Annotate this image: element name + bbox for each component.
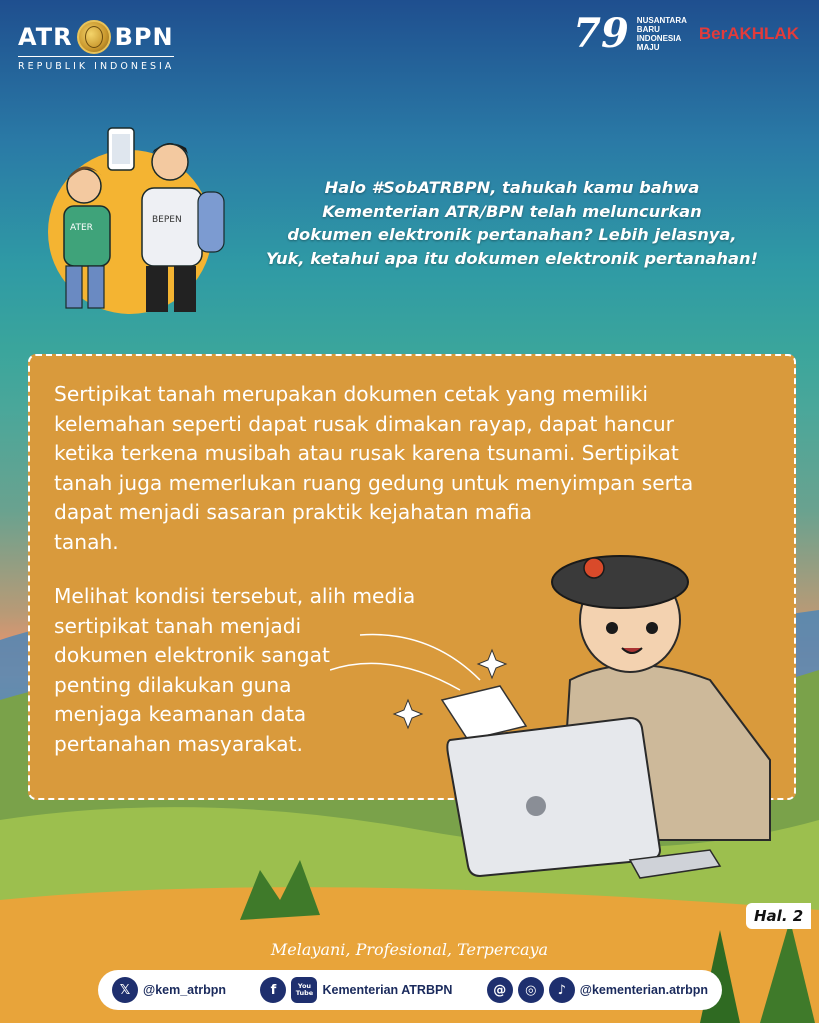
text-line: Sertipikat tanah merupakan dokumen cetak yang memiliki [54,382,648,406]
text-line: penting dilakukan guna [54,672,292,697]
logo-divider [18,56,174,57]
two-friends-illustration [48,126,216,312]
atr-bpn-logo [18,20,174,72]
globe-emblem-icon [77,20,111,54]
x-account[interactable] [112,977,226,1003]
text-line: Melihat kondisi tersebut, alih media [54,584,416,608]
social-footer [98,970,722,1010]
text-line: ketika terkena musibah atau rusak karena tsunami. Sertipikat [54,441,679,465]
threads-icon[interactable]: @ [487,977,513,1003]
svg-text:BEPEN: BEPEN [152,215,182,225]
friends-drawing [48,126,228,316]
seventy-nine-logo: 79 [573,10,629,57]
text-line: kelemahan seperti dapat rusak dimakan rayap, dapat hancur [54,411,674,436]
page-badge: Hal. 2 [746,903,811,929]
text-line: tanah juga memerlukan ruang gedung untuk menyimpan serta [54,470,694,495]
berakhlak-logo: BerAKHLAK [698,24,799,43]
logo-atr-text: ATR [18,23,73,51]
ig-handle[interactable]: @kementerian.atrbpn [579,983,708,997]
threads-instagram-tiktok-account[interactable] [487,977,708,1003]
sparkle-icon [478,650,506,678]
facebook-icon[interactable]: f [260,977,286,1003]
nusantara-tagline: NUSANTARA BARU INDONESIA MAJU [636,16,687,52]
intro-line: Kementerian ATR/BPN telah meluncurkan [322,201,702,221]
intro-line: dokumen elektronik pertanahan? Lebih jelasnya, [287,225,737,244]
text-line: sertipikat tanah menjadi [54,613,302,638]
facebook-youtube-account[interactable] [260,977,452,1003]
text-line: menjaga keamanan data [54,702,307,726]
anniversary-logos [573,10,803,57]
x-twitter-icon[interactable]: 𝕏 [112,977,138,1003]
text-line: dapat menjadi sasaran praktik kejahatan mafia [54,500,533,524]
intro-line: Halo #SobATRBPN, tahukah kamu bahwa [324,178,700,197]
text-line: tanah. [54,529,119,554]
intro-line: Yuk, ketahui apa itu dokumen elektronik pertanahan! [265,248,759,268]
intro-text [232,176,792,270]
youtube-icon[interactable]: You Tube [291,977,317,1003]
svg-text:ATER: ATER [70,223,93,233]
sparkle-icon [394,700,422,728]
instagram-icon[interactable]: ◎ [518,977,544,1003]
motto-text: Melayani, Profesional, Terpercaya [270,940,549,959]
logo-bpn-text: BPN [114,23,174,51]
facebook-youtube-name[interactable]: Kementerian ATRBPN [322,983,453,997]
text-line: dokumen elektronik sangat [54,643,330,667]
logo-subtitle: REPUBLIK INDONESIA [18,61,175,72]
text-line: pertanahan masyarakat. [54,731,303,756]
paragraph-1 [54,380,784,557]
x-handle[interactable]: @kem_atrbpn [143,983,227,997]
tiktok-icon[interactable]: ♪ [549,977,575,1003]
officer-laptop-illustration [330,540,800,890]
